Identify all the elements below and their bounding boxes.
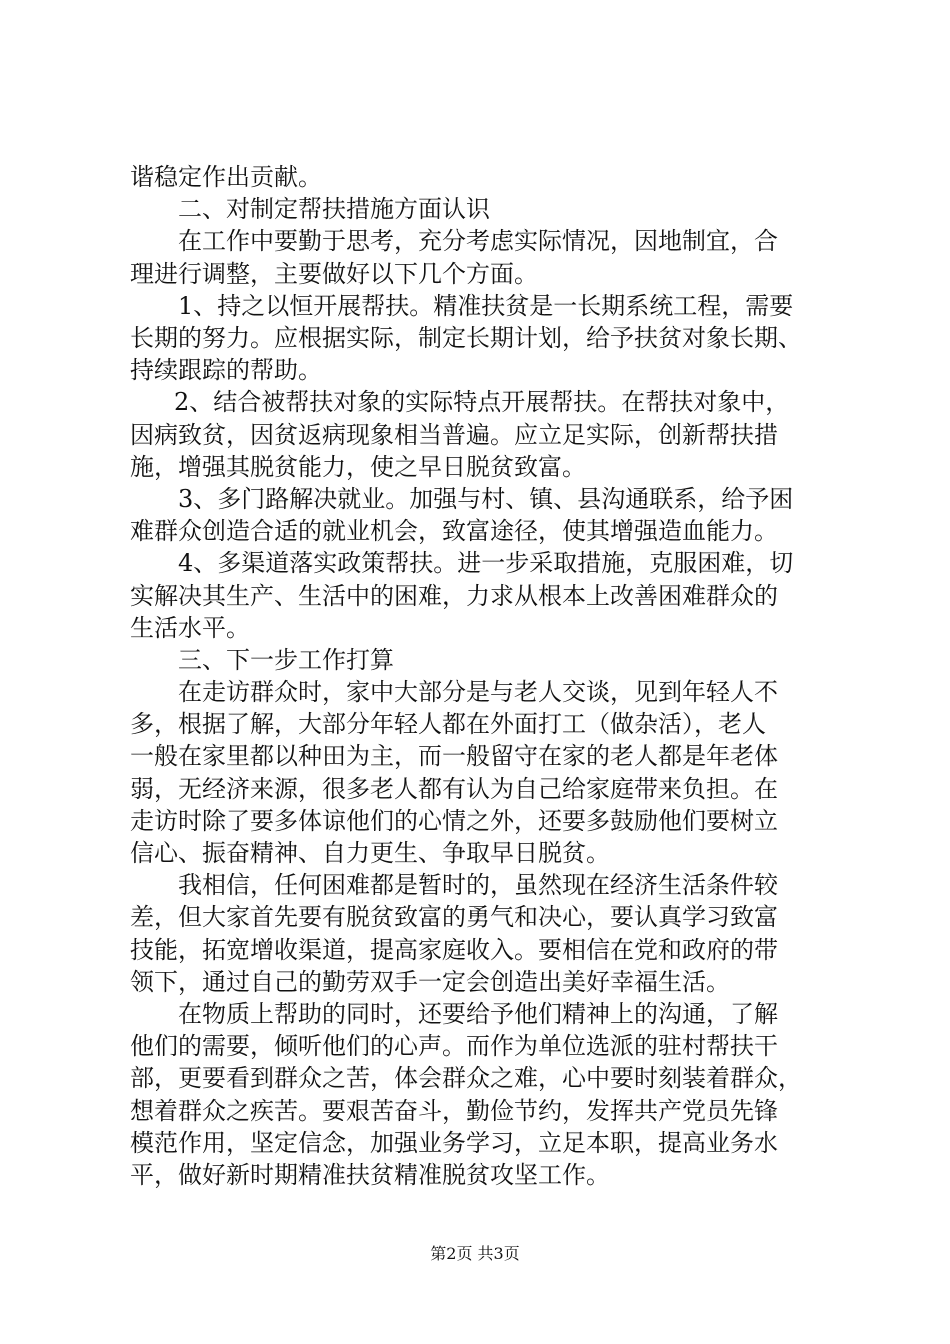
text-line: 平，做好新时期精准扶贫精准脱贫攻坚工作。 [130, 1161, 610, 1189]
text-line: 在走访群众时，家中大部分是与老人交谈，见到年轻人不 [178, 678, 778, 706]
text-line: 技能，拓宽增收渠道，提高家庭收入。要相信在党和政府的带 [130, 936, 778, 964]
text-line: 三、下一步工作打算 [178, 646, 394, 674]
text-line: 3、多门路解决就业。加强与村、镇、县沟通联系，给予困 [178, 485, 794, 513]
text-line: 走访时除了要多体谅他们的心情之外，还要多鼓励他们要树立 [130, 807, 778, 835]
text-line: 在物质上帮助的同时，还要给予他们精神上的沟通，了解 [178, 1000, 778, 1028]
text-line: 实解决其生产、生活中的困难，力求从根本上改善困难群众的 [130, 582, 778, 610]
text-line: 我相信，任何困难都是暂时的，虽然现在经济生活条件较 [178, 871, 778, 899]
text-line: 二、对制定帮扶措施方面认识 [178, 195, 490, 223]
text-line: 弱，无经济来源，很多老人都有认为自己给家庭带来负担。在 [130, 775, 778, 803]
text-line: 领下，通过自己的勤劳双手一定会创造出美好幸福生活。 [130, 968, 730, 996]
text-line: 理进行调整，主要做好以下几个方面。 [130, 260, 538, 288]
text-line: 信心、振奋精神、自力更生、争取早日脱贫。 [130, 839, 610, 867]
text-line: 难群众创造合适的就业机会，致富途径，使其增强造血能力。 [130, 517, 778, 545]
text-line: 施，增强其脱贫能力，使之早日脱贫致富。 [130, 453, 586, 481]
text-line: 一般在家里都以种田为主，而一般留守在家的老人都是年老体 [130, 742, 778, 770]
text-line: 差，但大家首先要有脱贫致富的勇气和决心，要认真学习致富 [130, 903, 778, 931]
text-line: 谐稳定作出贡献。 [130, 163, 322, 191]
text-line: 想着群众之疾苦。要艰苦奋斗，勤俭节约，发挥共产党员先锋 [130, 1097, 778, 1125]
text-line: 生活水平。 [130, 614, 250, 642]
text-line: 2、结合被帮扶对象的实际特点开展帮扶。在帮扶对象中， [174, 388, 790, 416]
text-line: 部，更要看到群众之苦，体会群众之难，心中要时刻装着群众， [130, 1064, 802, 1092]
text-line: 持续跟踪的帮助。 [130, 356, 322, 384]
text-line: 4、多渠道落实政策帮扶。进一步采取措施，克服困难，切 [178, 549, 794, 577]
text-line: 1、持之以恒开展帮扶。精准扶贫是一长期系统工程，需要 [178, 292, 794, 320]
text-line: 模范作用，坚定信念，加强业务学习，立足本职，提高业务水 [130, 1129, 778, 1157]
page-footer: 第2页 共3页 [430, 1244, 520, 1263]
text-line: 多，根据了解，大部分年轻人都在外面打工（做杂活），老人 [130, 710, 766, 738]
text-line: 长期的努力。应根据实际，制定长期计划，给予扶贫对象长期、 [130, 324, 802, 352]
text-line: 在工作中要勤于思考，充分考虑实际情况，因地制宜，合 [178, 227, 778, 255]
text-line: 他们的需要，倾听他们的心声。而作为单位选派的驻村帮扶干 [130, 1032, 778, 1060]
text-line: 因病致贫，因贫返病现象相当普遍。应立足实际，创新帮扶措 [130, 421, 778, 449]
